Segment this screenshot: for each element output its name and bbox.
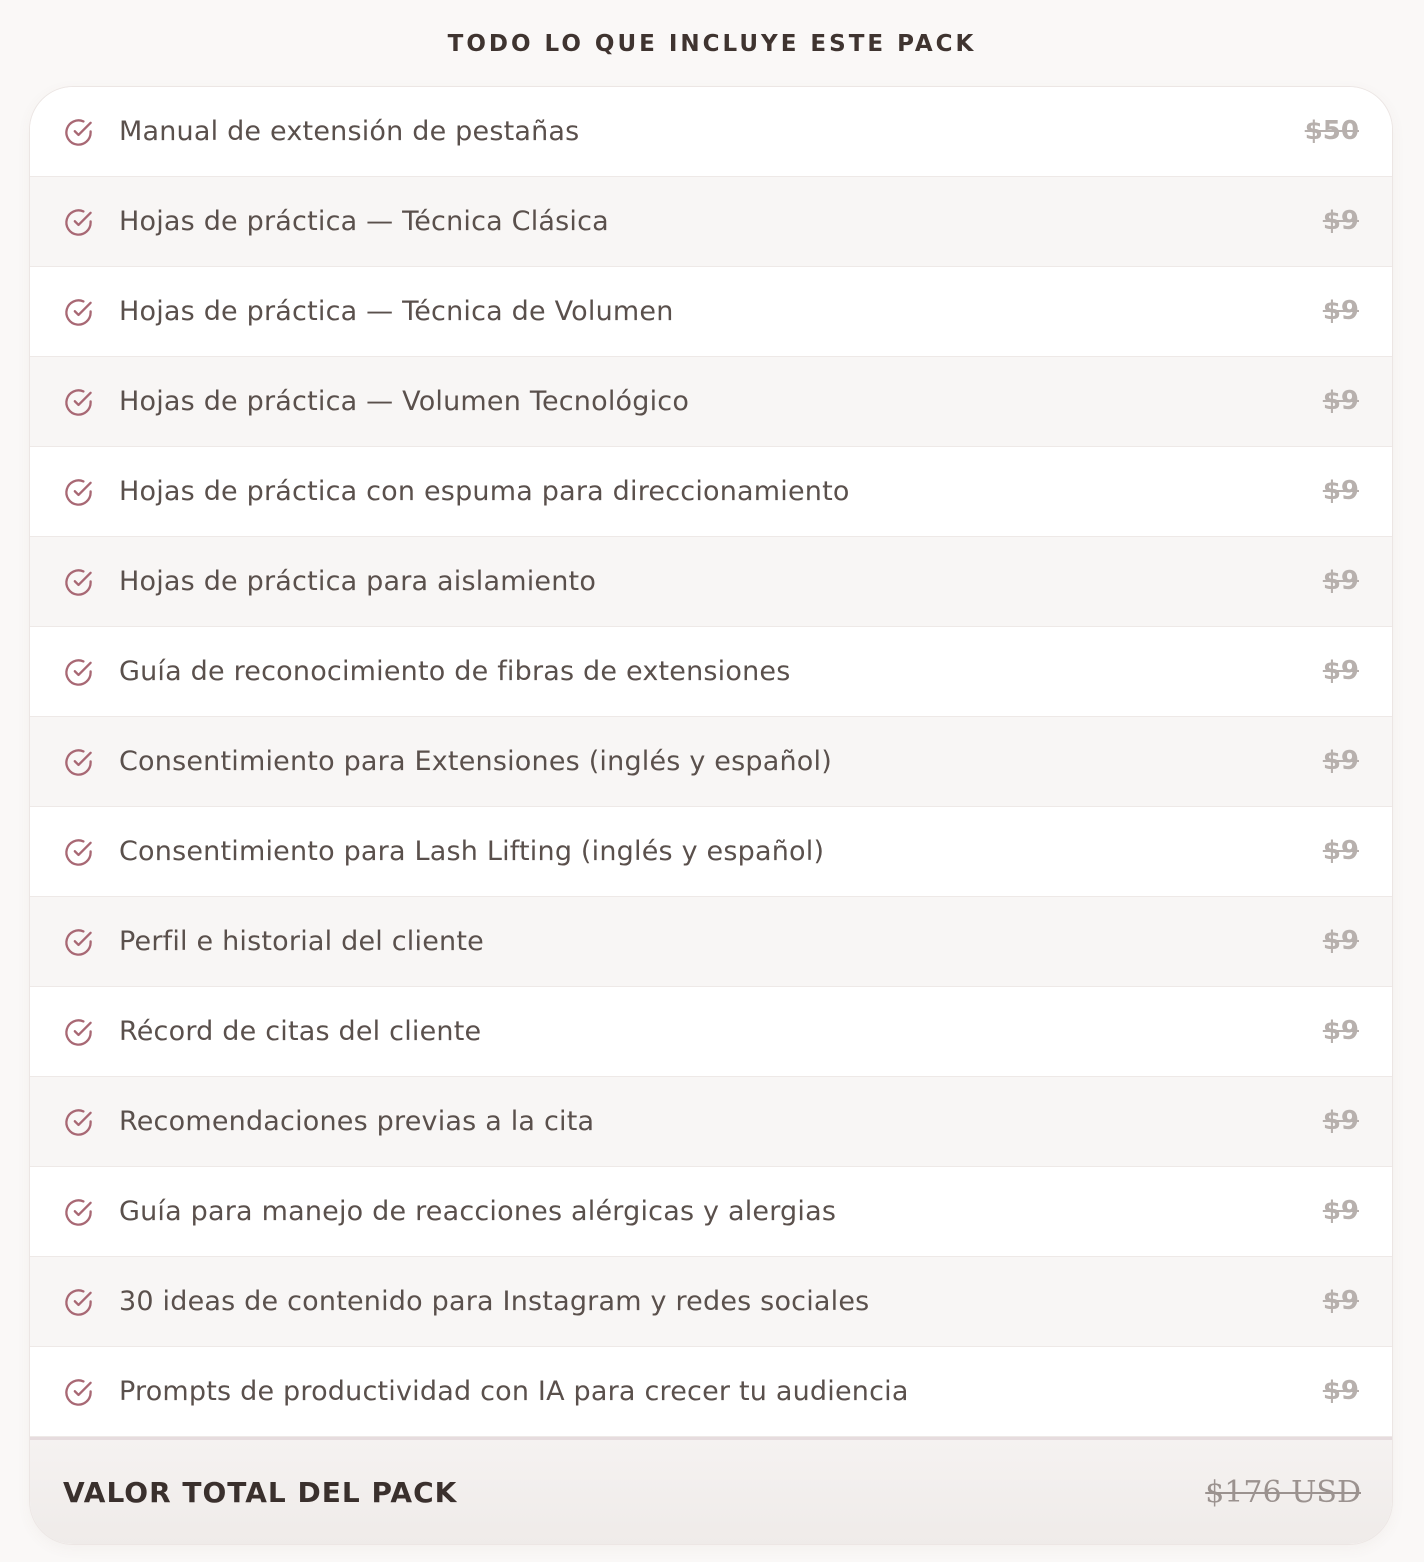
pack-items-card — [29, 86, 1393, 1545]
list-item — [30, 987, 1392, 1077]
item-price: $9 — [1322, 1196, 1359, 1226]
item-label: Prompts de productividad con IA para crecer tu audiencia — [119, 1376, 909, 1407]
item-price: $9 — [1322, 386, 1359, 416]
list-item — [30, 1347, 1392, 1437]
item-label: Hojas de práctica — Técnica Clásica — [119, 206, 609, 237]
item-price: $9 — [1322, 656, 1359, 686]
item-label: Perfil e historial del cliente — [119, 926, 484, 957]
list-item — [30, 447, 1392, 537]
item-label: Guía para manejo de reacciones alérgicas y alergias — [119, 1196, 837, 1227]
item-price: $9 — [1322, 1286, 1359, 1316]
item-price: $9 — [1322, 746, 1359, 776]
item-price: $9 — [1322, 1106, 1359, 1136]
item-label: Hojas de práctica con espuma para direccionamiento — [119, 476, 850, 507]
check-circle-icon — [63, 387, 94, 418]
item-price: $9 — [1322, 1376, 1359, 1406]
check-circle-icon — [63, 1287, 94, 1318]
item-label: Consentimiento para Lash Lifting (inglés y español) — [119, 836, 825, 867]
list-item — [30, 897, 1392, 987]
check-circle-icon — [63, 117, 94, 148]
pack-items-list — [30, 87, 1392, 1437]
check-circle-icon — [63, 1197, 94, 1228]
list-item — [30, 87, 1392, 177]
check-circle-icon — [63, 207, 94, 238]
list-item — [30, 627, 1392, 717]
item-price: $9 — [1322, 296, 1359, 326]
item-price: $9 — [1322, 476, 1359, 506]
item-price: $9 — [1322, 206, 1359, 236]
list-item — [30, 717, 1392, 807]
item-price: $9 — [1322, 926, 1359, 956]
item-label: Consentimiento para Extensiones (inglés y español) — [119, 746, 832, 777]
item-label: Récord de citas del cliente — [119, 1016, 482, 1047]
check-circle-icon — [63, 477, 94, 508]
list-item — [30, 267, 1392, 357]
check-circle-icon — [63, 837, 94, 868]
item-label: Hojas de práctica — Técnica de Volumen — [119, 296, 674, 327]
item-price: $50 — [1304, 116, 1359, 146]
list-item — [30, 357, 1392, 447]
total-price: $176 USD — [1205, 1475, 1361, 1510]
check-circle-icon — [63, 1377, 94, 1408]
total-row — [30, 1437, 1393, 1545]
total-label: VALOR TOTAL DEL PACK — [63, 1476, 458, 1509]
item-label: Guía de reconocimiento de fibras de extensiones — [119, 656, 791, 687]
list-item — [30, 1257, 1392, 1347]
item-price: $9 — [1322, 1016, 1359, 1046]
item-label: Recomendaciones previas a la cita — [119, 1106, 595, 1137]
section-heading: TODO LO QUE INCLUYE ESTE PACK — [447, 31, 977, 57]
check-circle-icon — [63, 657, 94, 688]
list-item — [30, 807, 1392, 897]
item-price: $9 — [1322, 836, 1359, 866]
item-price: $9 — [1322, 566, 1359, 596]
check-circle-icon — [63, 1017, 94, 1048]
item-label: Hojas de práctica para aislamiento — [119, 566, 597, 597]
check-circle-icon — [63, 1107, 94, 1138]
list-item — [30, 537, 1392, 627]
check-circle-icon — [63, 297, 94, 328]
list-item — [30, 177, 1392, 267]
check-circle-icon — [63, 747, 94, 778]
check-circle-icon — [63, 927, 94, 958]
check-circle-icon — [63, 567, 94, 598]
item-label: Manual de extensión de pestañas — [119, 116, 580, 147]
list-item — [30, 1077, 1392, 1167]
item-label: 30 ideas de contenido para Instagram y redes sociales — [119, 1286, 870, 1317]
item-label: Hojas de práctica — Volumen Tecnológico — [119, 386, 690, 417]
list-item — [30, 1167, 1392, 1257]
